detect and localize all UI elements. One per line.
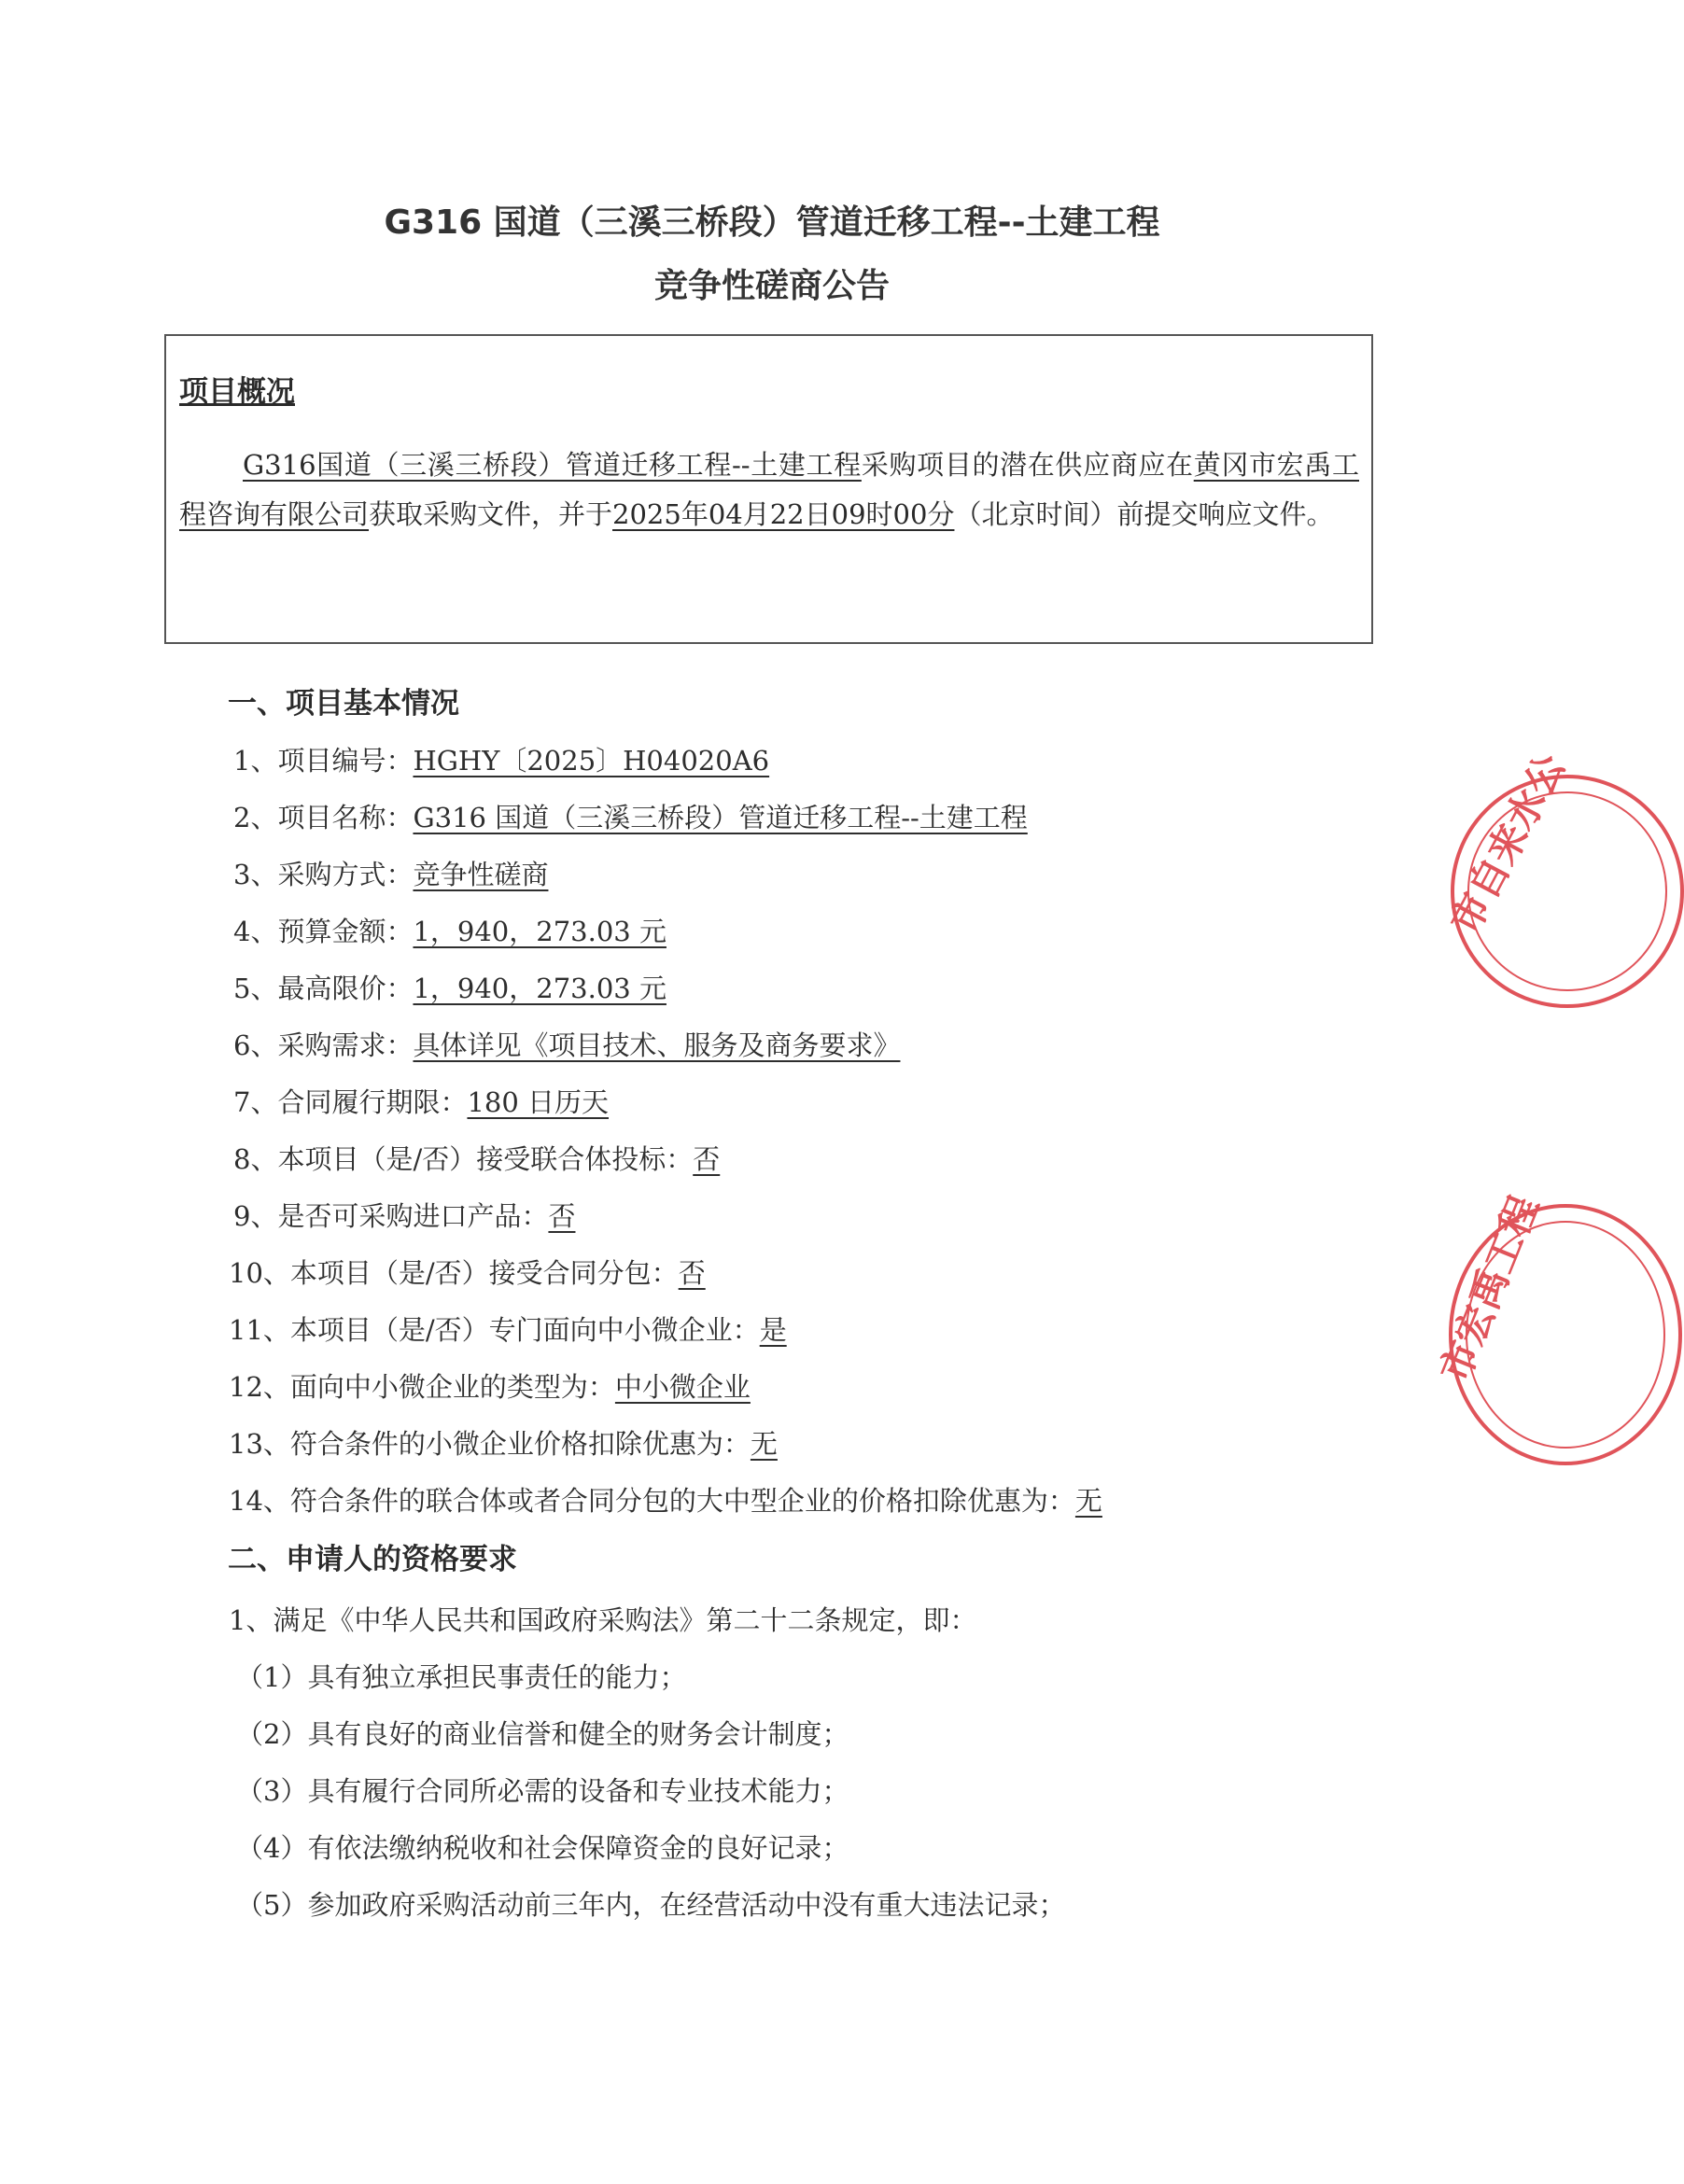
overview-deadline: 2025年04月22日09时00分 bbox=[612, 498, 955, 530]
info-item-consortium: 8、本项目（是/否）接受联合体投标：否 bbox=[233, 1143, 721, 1175]
seal-2-text: 市宏禹工程 bbox=[1431, 1189, 1548, 1389]
company-seal-2 bbox=[1431, 1189, 1682, 1465]
info-item-contract-period: 7、合同履行期限：180 日历天 bbox=[233, 1086, 610, 1118]
document-title: G316 国道（三溪三桥段）管道迁移工程--土建工程 bbox=[384, 203, 1160, 242]
company-seal-1 bbox=[1441, 746, 1684, 1008]
qualification-item: （1）具有独立承担民事责任的能力； bbox=[236, 1661, 687, 1693]
info-item-project-number: 1、项目编号：HGHY〔2025〕H04020A6 bbox=[233, 745, 770, 777]
info-item-subcontract: 10、本项目（是/否）接受合同分包：否 bbox=[229, 1257, 706, 1289]
info-item-sme-discount: 13、符合条件的小微企业价格扣除优惠为：无 bbox=[229, 1428, 778, 1460]
info-item-budget: 4、预算金额：1，940，273.03 元 bbox=[233, 916, 667, 947]
overview-paragraph bbox=[179, 441, 1359, 539]
document-subtitle: 竞争性磋商公告 bbox=[653, 267, 890, 305]
section2-heading: 二、申请人的资格要求 bbox=[228, 1543, 517, 1576]
overview-text2: 获取采购文件，并于 bbox=[369, 498, 613, 530]
overview-agency: 黄冈市宏禹工程咨询有限公司 bbox=[179, 449, 1359, 530]
qualification-intro: 1、满足《中华人民共和国政府采购法》第二十二条规定，即： bbox=[229, 1604, 977, 1636]
info-item-procurement-method: 3、采购方式：竞争性磋商 bbox=[233, 859, 549, 890]
seal-1-text: 市自来水公 bbox=[1441, 746, 1575, 942]
qualification-item: （3）具有履行合同所必需的设备和专业技术能力； bbox=[236, 1775, 849, 1807]
info-item-max-price: 5、最高限价：1，940，273.03 元 bbox=[233, 973, 667, 1004]
info-item-sme-type: 12、面向中小微企业的类型为：中小微企业 bbox=[229, 1371, 751, 1403]
qualification-item: （4）有依法缴纳税收和社会保障资金的良好记录； bbox=[236, 1832, 849, 1864]
qualification-item: （5）参加政府采购活动前三年内，在经营活动中没有重大违法记录； bbox=[236, 1889, 1066, 1921]
project-overview-box bbox=[164, 334, 1373, 644]
info-item-project-name: 2、项目名称：G316 国道（三溪三桥段）管道迁移工程--土建工程 bbox=[233, 802, 1028, 833]
qualification-item: （2）具有良好的商业信誉和健全的财务会计制度； bbox=[236, 1718, 849, 1750]
info-item-large-discount: 14、符合条件的联合体或者合同分包的大中型企业的价格扣除优惠为：无 bbox=[229, 1485, 1102, 1517]
overview-heading: 项目概况 bbox=[179, 375, 295, 409]
info-item-requirements: 6、采购需求：具体详见《项目技术、服务及商务要求》 bbox=[233, 1029, 901, 1061]
info-item-sme-only: 11、本项目（是/否）专门面向中小微企业：是 bbox=[229, 1314, 787, 1346]
section1-heading: 一、项目基本情况 bbox=[228, 687, 459, 721]
overview-text1: 采购项目的潜在供应商应在 bbox=[861, 449, 1194, 481]
overview-text3: （北京时间）前提交响应文件。 bbox=[954, 498, 1334, 530]
info-item-import: 9、是否可采购进口产品：否 bbox=[233, 1200, 576, 1232]
overview-project-name: G316国道（三溪三桥段）管道迁移工程--土建工程 bbox=[243, 449, 862, 481]
